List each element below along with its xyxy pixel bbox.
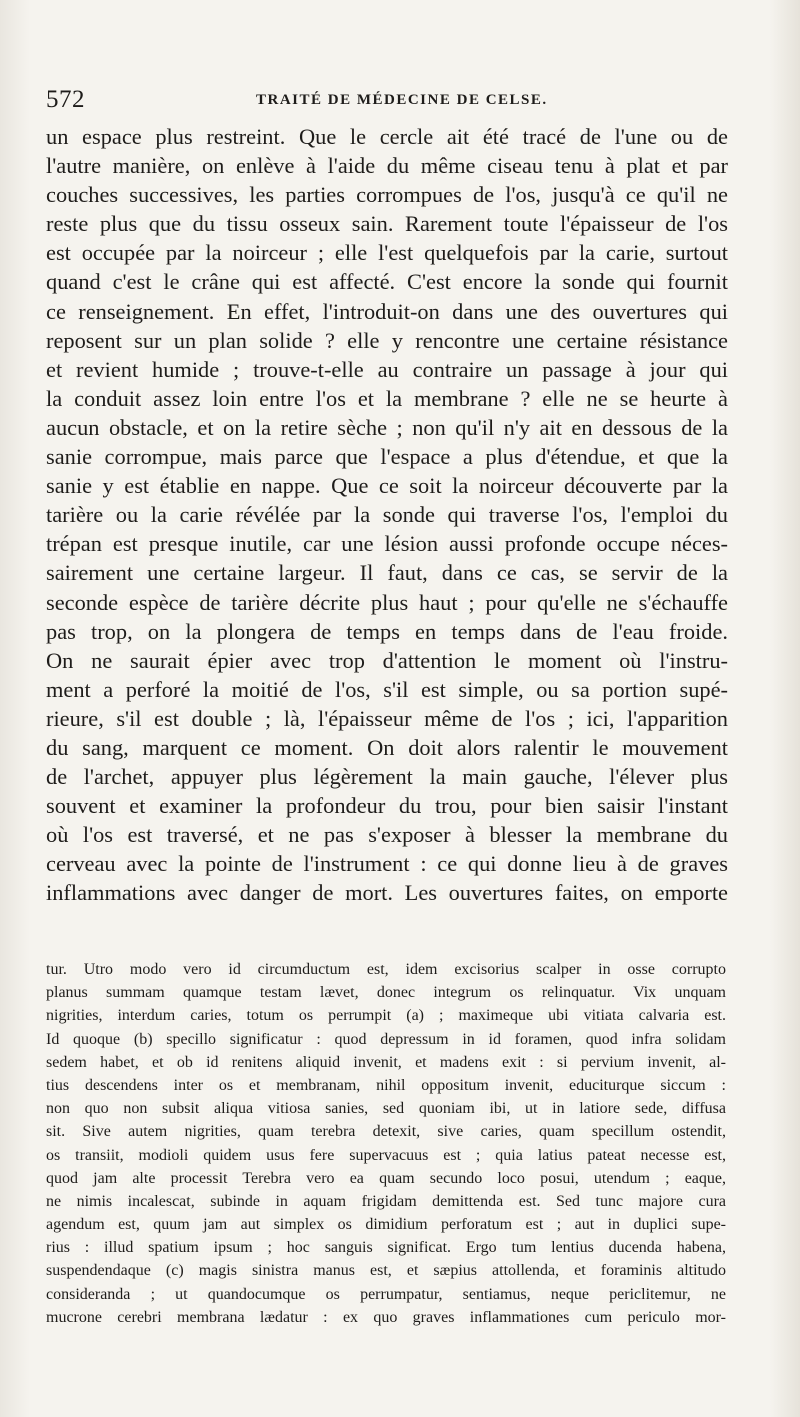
main-french-text: [46, 122, 728, 908]
footnote-line: tius descendens inter os et membranam, nihil oppositum invenit, educiturque siccum :: [46, 1076, 726, 1094]
footnote-line: consideranda ; ut quandocumque os perrumpatur, sentiamus, neque periclitemur, ne: [46, 1285, 726, 1303]
footnote-line: nigrities, interdum caries, totum os perrumpit (a) ; maximeque ubi vitiata calvaria est.: [46, 1007, 726, 1025]
footnote-line: agendum est, quum jam aut simplex os dimidium perforatum est ; aut in duplici supe-: [46, 1216, 726, 1234]
main-text-line: pas trop, on la plongera de temps en temps dans de l'eau froide.: [46, 618, 728, 644]
main-text-line: où l'os est traversé, et ne pas s'exposer à blesser la membrane du: [46, 822, 728, 848]
footnote-line: tur. Utro modo vero id circumductum est, idem excisorius scalper in osse corrupto: [46, 961, 726, 978]
latin-footnote-text: [46, 958, 726, 1329]
footnote-line: suspendendaque (c) magis sinistra manus est, et sæpius attollenda, et foraminis altitudo: [46, 1262, 726, 1280]
main-text-line: trépan est presque inutile, car une lésion aussi profonde occupe néces-: [46, 531, 728, 557]
main-text-line: est occupée par la noirceur ; elle l'est quelquefois par la carie, surtout: [46, 240, 728, 266]
footnote-line: Id quoque (b) specillo significatur : quod depressum in id foramen, quod infra solidam: [46, 1030, 726, 1048]
main-text-line: inflammations avec danger de mort. Les ouvertures faites, on emporte: [46, 880, 728, 906]
footnote-line: rius : illud spatium ipsum ; hoc sanguis significat. Ergo tum lentius ducenda habena,: [46, 1239, 726, 1257]
main-text-line: sanie corrompue, mais parce que l'espace a plus d'étendue, et que la: [46, 444, 728, 470]
main-text-line: couches successives, les parties corrompues de l'os, jusqu'à ce qu'il ne: [46, 182, 728, 208]
main-text-line: On ne saurait épier avec trop d'attention le moment où l'instru-: [46, 647, 728, 673]
main-text-line: seconde espèce de tarière décrite plus haut ; pour qu'elle ne s'échauffe: [46, 589, 728, 615]
main-text-line: de l'archet, appuyer plus légèrement la main gauche, l'élever plus: [46, 764, 728, 790]
main-text-line: cerveau avec la pointe de l'instrument : ce qui donne lieu à de graves: [46, 851, 728, 877]
running-title: TRAITÉ DE MÉDECINE DE CELSE.: [256, 92, 548, 108]
page-header: [46, 86, 726, 116]
main-text-line: aucun obstacle, et on la retire sèche ; non qu'il n'y ait en dessous de la: [46, 414, 728, 440]
main-text-line: ment a perforé la moitié de l'os, s'il est simple, ou sa portion supé-: [46, 676, 728, 702]
main-text-line: du sang, marquent ce moment. On doit alors ralentir le mouvement: [46, 734, 728, 760]
main-text-line: reste plus que du tissu osseux sain. Rarement toute l'épaisseur de l'os: [46, 211, 728, 237]
main-text-line: la conduit assez loin entre l'os et la membrane ? elle ne se heurte à: [46, 385, 728, 411]
main-text-line: tarière ou la carie révélée par la sonde qui traverse l'os, l'emploi du: [46, 502, 728, 528]
footnote-line: ne nimis incalescat, subinde in aquam frigidam demittenda est. Sed tunc majore cura: [46, 1192, 726, 1210]
main-text-line: ce renseignement. En effet, l'introduit-on dans une des ouvertures qui: [46, 298, 728, 324]
main-text-line: l'autre manière, on enlève à l'aide du même ciseau tenu à plat et par: [46, 153, 728, 179]
footnote-line: planus summam quamque testam lævet, donec integrum os relinquatur. Vix unquam: [46, 984, 726, 1002]
footnote-line: os transiit, modioli quidem usus fere supervacuus est ; quia latius pateat necesse est,: [46, 1146, 726, 1164]
main-text-line: quand c'est le crâne qui est affecté. C'est encore la sonde qui fournit: [46, 269, 728, 295]
main-text-line: reposent sur un plan solide ? elle y rencontre une certaine résistance: [46, 327, 728, 353]
main-text-line: rieure, s'il est double ; là, l'épaisseur même de l'os ; ici, l'apparition: [46, 705, 728, 731]
main-text-line: souvent et examiner la profondeur du trou, pour bien saisir l'instant: [46, 793, 728, 819]
main-text-line: un espace plus restreint. Que le cercle ait été tracé de l'une ou de: [46, 124, 728, 149]
footnote-line: mucrone cerebri membrana lædatur : ex quo graves inflammationes cum periculo mor-: [46, 1308, 726, 1326]
page-number: 572: [46, 86, 85, 113]
main-text-line: et revient humide ; trouve-t-elle au contraire un passage à jour qui: [46, 356, 728, 382]
footnote-line: quod jam alte processit Terebra vero ea quam secundo loco posui, utendum ; eaque,: [46, 1169, 726, 1187]
footnote-line: sedem habet, et ob id renitens aliquid invenit, et madens exit : si pervium invenit, al-: [46, 1053, 726, 1071]
main-text-line: sanie y est établie en nappe. Que ce soit la noirceur découverte par la: [46, 473, 728, 499]
footnote-line: non quo non subsit aliqua vitiosa sanies, sed quoniam ibi, ut in latiore sede, diffusa: [46, 1100, 726, 1118]
main-text-line: sairement une certaine largeur. Il faut, dans ce cas, se servir de la: [46, 560, 728, 586]
footnote-line: sit. Sive autem nigrities, quam terebra detexit, sive caries, quam specillum ostendit,: [46, 1123, 726, 1141]
